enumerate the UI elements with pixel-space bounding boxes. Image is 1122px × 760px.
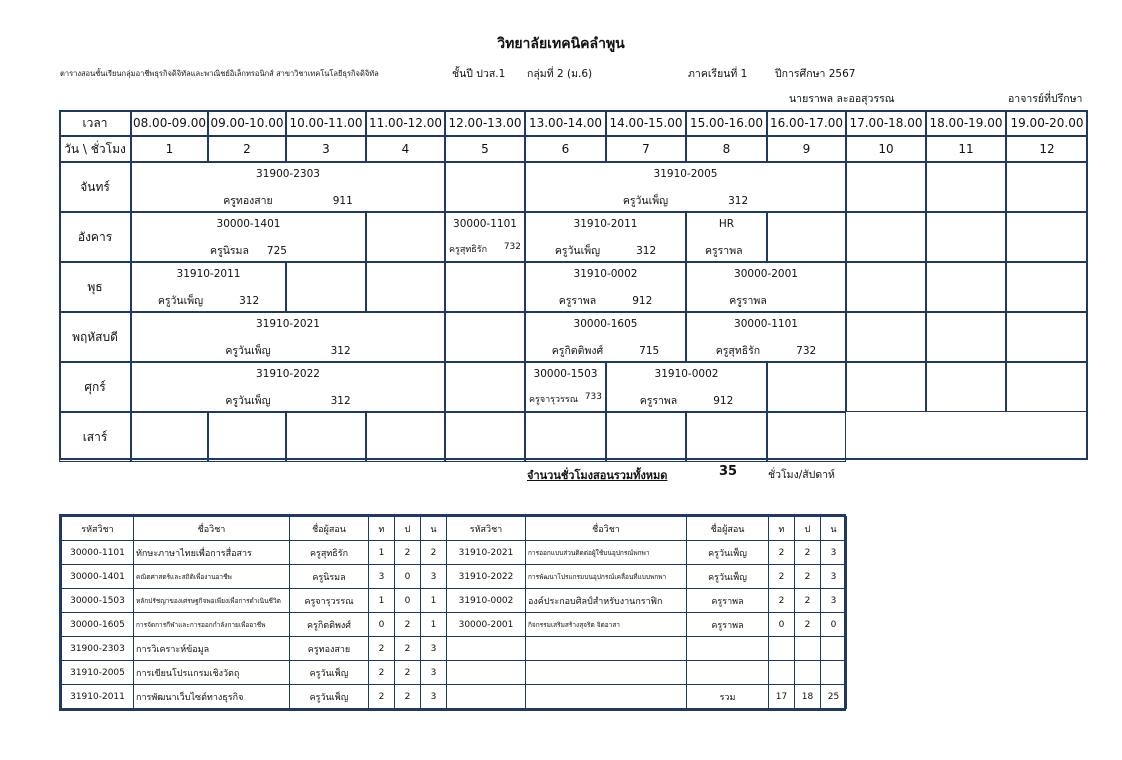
subjects-cell bbox=[526, 661, 687, 685]
subjects-header-cell: ท bbox=[769, 517, 795, 541]
subjects-cell: 3 bbox=[821, 541, 847, 565]
advisor-label: อาจารย์ที่ปรึกษา bbox=[1008, 93, 1083, 105]
total-hours-value: 35 bbox=[719, 464, 738, 479]
subjects-cell: ครูจารุวรรณ bbox=[290, 589, 369, 613]
subjects-cell: 1 bbox=[421, 589, 447, 613]
subjects-table bbox=[59, 514, 846, 711]
subjects-cell: ครูสุทธิรัก bbox=[290, 541, 369, 565]
class-code: 30000-2001 bbox=[734, 268, 798, 280]
class-teacher: ครูวันเพ็ญ bbox=[554, 245, 601, 257]
empty-slot bbox=[926, 362, 1006, 412]
period-number-header: 2 bbox=[208, 136, 286, 162]
class-teacher-room bbox=[526, 292, 685, 309]
class-cell bbox=[525, 312, 686, 362]
class-cell bbox=[686, 212, 767, 262]
subjects-cell: 3 bbox=[821, 565, 847, 589]
subjects-cell: การพัฒนาเว็บไซต์ทางธุรกิจ bbox=[134, 685, 290, 709]
empty-slot bbox=[767, 212, 846, 262]
subjects-cell: 3 bbox=[821, 589, 847, 613]
class-teacher: ครูวันเพ็ญ bbox=[157, 295, 204, 307]
subjects-header-cell: ชื่อวิชา bbox=[134, 517, 290, 541]
class-cell bbox=[131, 362, 445, 412]
period-number-header: 4 bbox=[366, 136, 445, 162]
empty-slot bbox=[926, 212, 1006, 262]
class-teacher: ครูวันเพ็ญ bbox=[225, 345, 271, 357]
class-room: 912 bbox=[632, 295, 653, 307]
subjects-cell: 1 bbox=[369, 589, 395, 613]
class-teacher: ครูวันเพ็ญ bbox=[622, 195, 669, 207]
subjects-cell: ครูวันเพ็ญ bbox=[687, 565, 769, 589]
subjects-cell: หลักปรัชญาของเศรษฐกิจพอเพียงเพื่อการดำเนินชีวิต bbox=[134, 589, 290, 613]
subjects-header-cell: รหัสวิชา bbox=[62, 517, 134, 541]
subjects-cell: 0 bbox=[369, 613, 395, 637]
subjects-cell: 30000-1101 bbox=[62, 541, 134, 565]
class-teacher: ครูราพล bbox=[558, 295, 597, 307]
class-cell bbox=[131, 212, 366, 262]
class-code: 31910-0002 bbox=[654, 368, 719, 380]
class-code: HR bbox=[718, 218, 735, 230]
class-teacher: ครูจารุวรรณ bbox=[529, 395, 579, 405]
time-slot-header: 09.00-10.00 bbox=[208, 110, 286, 136]
class-teacher-room bbox=[132, 292, 285, 309]
time-header-label: เวลา bbox=[59, 110, 131, 136]
period-number-header: 1 bbox=[131, 136, 208, 162]
class-room: 725 bbox=[266, 245, 287, 257]
time-slot-header: 14.00-15.00 bbox=[606, 110, 686, 136]
table-row bbox=[62, 589, 847, 613]
day-label: ศุกร์ bbox=[59, 362, 131, 412]
subjects-cell: ครูราพล bbox=[687, 613, 769, 637]
empty-slot bbox=[1006, 212, 1088, 262]
time-slot-header: 11.00-12.00 bbox=[366, 110, 445, 136]
class-teacher: ครูนิรมล bbox=[210, 245, 249, 257]
subjects-header-cell: รหัสวิชา bbox=[447, 517, 526, 541]
subjects-cell: 31910-2011 bbox=[62, 685, 134, 709]
period-number-header: 9 bbox=[767, 136, 846, 162]
class-room: 312 bbox=[330, 345, 351, 357]
class-teacher-room bbox=[607, 392, 766, 409]
class-cell bbox=[131, 162, 445, 212]
subjects-header-row bbox=[62, 517, 847, 541]
day-label: พฤหัสบดี bbox=[59, 312, 131, 362]
class-teacher-room bbox=[132, 192, 444, 209]
empty-slot bbox=[445, 262, 525, 312]
empty-slot bbox=[366, 212, 445, 262]
period-number-header: 10 bbox=[846, 136, 926, 162]
class-teacher-room bbox=[687, 292, 845, 309]
empty-slot bbox=[1006, 162, 1088, 212]
class-cell bbox=[606, 362, 767, 412]
empty-slot bbox=[1006, 262, 1088, 312]
class-code: 31910-2022 bbox=[256, 368, 320, 380]
subjects-cell: 31910-2021 bbox=[447, 541, 526, 565]
subjects-cell: 18 bbox=[795, 685, 821, 709]
empty-slot bbox=[366, 412, 445, 462]
subjects-cell: 30000-1401 bbox=[62, 565, 134, 589]
time-slot-header: 17.00-18.00 bbox=[846, 110, 926, 136]
total-hours-unit: ชั่วโมง/สัปดาห์ bbox=[768, 469, 835, 481]
subjects-cell: ครูทองสาย bbox=[290, 637, 369, 661]
subjects-cell: 30000-1503 bbox=[62, 589, 134, 613]
subjects-cell: การจัดการกีฬาและการออกกำลังกายเพื่ออาชีพ bbox=[134, 613, 290, 637]
class-code: 30000-1605 bbox=[573, 318, 638, 330]
class-teacher-room bbox=[526, 192, 845, 209]
subjects-cell: 2 bbox=[769, 589, 795, 613]
subjects-cell bbox=[769, 637, 795, 661]
empty-slot bbox=[445, 362, 525, 412]
subjects-cell: ครูนิรมล bbox=[290, 565, 369, 589]
subjects-cell: 2 bbox=[395, 637, 421, 661]
period-number-header: 12 bbox=[1006, 136, 1088, 162]
period-number-header: 6 bbox=[525, 136, 606, 162]
subjects-cell: 0 bbox=[395, 565, 421, 589]
subjects-cell bbox=[795, 637, 821, 661]
day-label: เสาร์ bbox=[59, 412, 131, 462]
subjects-cell: 31900-2303 bbox=[62, 637, 134, 661]
empty-slot bbox=[926, 312, 1006, 362]
class-code: 31910-2011 bbox=[573, 218, 638, 230]
subjects-header-cell: น bbox=[421, 517, 447, 541]
class-cell bbox=[131, 262, 286, 312]
class-cell bbox=[525, 262, 686, 312]
timetable bbox=[59, 110, 1088, 460]
subjects-cell: 2 bbox=[395, 613, 421, 637]
subjects-cell bbox=[447, 685, 526, 709]
time-slot-header: 15.00-16.00 bbox=[686, 110, 767, 136]
day-label: พุธ bbox=[59, 262, 131, 312]
time-slot-header: 16.00-17.00 bbox=[767, 110, 846, 136]
class-teacher-room bbox=[132, 242, 365, 259]
page-title: วิทยาลัยเทคนิคลำพูน bbox=[497, 36, 625, 52]
class-teacher: ครูสุทธิรัก bbox=[715, 345, 761, 357]
class-cell bbox=[686, 312, 846, 362]
class-teacher: ครูทองสาย bbox=[223, 195, 273, 207]
class-teacher: ครูราพล bbox=[729, 295, 767, 307]
empty-slot bbox=[208, 412, 286, 462]
subjects-cell: 31910-2005 bbox=[62, 661, 134, 685]
class-code: 30000-1401 bbox=[216, 218, 281, 230]
class-group: กลุ่มที่ 2 (ม.6) bbox=[527, 68, 593, 80]
empty-slot bbox=[445, 162, 525, 212]
class-code: 31900-2303 bbox=[256, 168, 320, 180]
subjects-cell: 2 bbox=[395, 661, 421, 685]
table-row bbox=[62, 565, 847, 589]
period-number-header: 11 bbox=[926, 136, 1006, 162]
class-teacher-room bbox=[132, 392, 444, 409]
empty-slot bbox=[926, 262, 1006, 312]
subjects-cell bbox=[795, 661, 821, 685]
academic-year: ปีการศึกษา 2567 bbox=[775, 68, 856, 80]
day-label: อังคาร bbox=[59, 212, 131, 262]
class-teacher: ครูกิตติพงศ์ bbox=[551, 345, 604, 357]
subjects-cell: 17 bbox=[769, 685, 795, 709]
class-room: 733 bbox=[584, 392, 602, 402]
class-room: 312 bbox=[728, 195, 749, 207]
subjects-cell bbox=[447, 661, 526, 685]
class-teacher-room bbox=[526, 242, 685, 259]
table-row bbox=[62, 661, 847, 685]
empty-slot bbox=[525, 412, 606, 462]
class-room: 312 bbox=[636, 245, 657, 257]
table-row bbox=[62, 613, 847, 637]
period-number-header: 8 bbox=[686, 136, 767, 162]
class-code: 30000-1101 bbox=[453, 218, 517, 230]
class-code: 31910-2011 bbox=[176, 268, 241, 280]
class-room: 312 bbox=[239, 295, 260, 307]
subjects-cell: การออกแบบส่วนติดต่อผู้ใช้บนอุปกรณ์พกพา bbox=[526, 541, 687, 565]
total-hours-label: จำนวนชั่วโมงสอนรวมทั้งหมด bbox=[527, 469, 668, 482]
subjects-cell: 2 bbox=[369, 661, 395, 685]
empty-slot bbox=[606, 412, 686, 462]
subjects-cell: 2 bbox=[795, 541, 821, 565]
subjects-cell: 1 bbox=[421, 613, 447, 637]
table-row bbox=[62, 541, 847, 565]
period-number-header: 7 bbox=[606, 136, 686, 162]
table-row bbox=[62, 685, 847, 709]
subjects-cell: 2 bbox=[769, 541, 795, 565]
advisor-name: นายราพล ละออสุวรรณ bbox=[789, 93, 895, 105]
class-room: 715 bbox=[639, 345, 660, 357]
subjects-cell: 2 bbox=[421, 541, 447, 565]
subjects-cell: 2 bbox=[369, 685, 395, 709]
subjects-cell: 2 bbox=[369, 637, 395, 661]
class-teacher: ครูสุทธิรัก bbox=[449, 245, 488, 255]
empty-slot bbox=[445, 312, 525, 362]
empty-slot bbox=[1006, 312, 1088, 362]
class-level: ชั้นปี ปวส.1 bbox=[452, 68, 506, 80]
class-code: 30000-1503 bbox=[533, 368, 598, 380]
subjects-cell: กิจกรรมเสริมสร้างสุจริต จิตอาสา bbox=[526, 613, 687, 637]
class-cell bbox=[686, 262, 846, 312]
class-cell bbox=[445, 212, 525, 262]
subjects-cell: 2 bbox=[395, 685, 421, 709]
subjects-cell: 25 bbox=[821, 685, 847, 709]
subjects-cell: 30000-2001 bbox=[447, 613, 526, 637]
class-teacher-room bbox=[529, 392, 602, 406]
subjects-cell: การเขียนโปรแกรมเชิงวัตถุ bbox=[134, 661, 290, 685]
period-number-header: 5 bbox=[445, 136, 525, 162]
subjects-cell: 0 bbox=[395, 589, 421, 613]
subjects-header-cell: ชื่อผู้สอน bbox=[290, 517, 369, 541]
subjects-header-cell: ชื่อวิชา bbox=[526, 517, 687, 541]
class-teacher-room bbox=[687, 342, 845, 359]
empty-slot bbox=[1006, 362, 1088, 412]
class-teacher-room bbox=[449, 242, 521, 256]
empty-slot bbox=[366, 262, 445, 312]
subjects-cell bbox=[526, 637, 687, 661]
semester: ภาคเรียนที่ 1 bbox=[688, 68, 748, 80]
class-code: 31910-2021 bbox=[256, 318, 320, 330]
class-code: 30000-1101 bbox=[734, 318, 798, 330]
class-room: 732 bbox=[796, 345, 817, 357]
class-room: 312 bbox=[330, 395, 351, 407]
subjects-cell: ครูกิตติพงศ์ bbox=[290, 613, 369, 637]
subjects-cell bbox=[687, 637, 769, 661]
subjects-cell: การพัฒนาโปรแกรมบนอุปกรณ์เคลื่อนที่แบบพกพา bbox=[526, 565, 687, 589]
time-slot-header: 12.00-13.00 bbox=[445, 110, 525, 136]
day-label: จันทร์ bbox=[59, 162, 131, 212]
table-row bbox=[62, 637, 847, 661]
class-code: 31910-0002 bbox=[573, 268, 638, 280]
subjects-cell: คณิตศาสตร์และสถิติเพื่องานอาชีพ bbox=[134, 565, 290, 589]
subjects-cell bbox=[526, 685, 687, 709]
subjects-cell: การวิเคราะห์ข้อมูล bbox=[134, 637, 290, 661]
subjects-cell: 3 bbox=[369, 565, 395, 589]
empty-slot bbox=[767, 412, 846, 462]
empty-slot bbox=[686, 412, 767, 462]
schedule-description: ตารางสอนชั้นเรียนกลุ่มอาชีพธุรกิจดิจิทัลและพาณิชย์อิเล็กทรอนิกส์ สาขาวิชาเทคโนโลยีธุรกิจดิจิทัล bbox=[60, 69, 379, 78]
class-cell bbox=[131, 312, 445, 362]
time-slot-header: 18.00-19.00 bbox=[926, 110, 1006, 136]
empty-slot bbox=[846, 162, 926, 212]
subjects-cell bbox=[687, 661, 769, 685]
subjects-cell bbox=[821, 661, 847, 685]
subjects-cell bbox=[821, 637, 847, 661]
class-teacher-room bbox=[526, 342, 685, 359]
subjects-header-cell: ชื่อผู้สอน bbox=[687, 517, 769, 541]
subjects-cell: 2 bbox=[395, 541, 421, 565]
subjects-cell: 31910-2022 bbox=[447, 565, 526, 589]
empty-slot bbox=[767, 362, 846, 412]
subjects-cell: 1 bbox=[369, 541, 395, 565]
subjects-cell: 2 bbox=[769, 565, 795, 589]
subjects-cell: ครูวันเพ็ญ bbox=[687, 541, 769, 565]
subjects-cell bbox=[769, 661, 795, 685]
subjects-cell: 3 bbox=[421, 661, 447, 685]
class-cell bbox=[525, 362, 606, 412]
empty-slot bbox=[926, 162, 1006, 212]
empty-slot bbox=[846, 312, 926, 362]
subjects-cell: องค์ประกอบศิลป์สำหรับงานกราฟิก bbox=[526, 589, 687, 613]
subjects-cell: 2 bbox=[795, 589, 821, 613]
subjects-header-cell: ป bbox=[795, 517, 821, 541]
subjects-cell: 30000-1605 bbox=[62, 613, 134, 637]
subjects-cell: ครูราพล bbox=[687, 589, 769, 613]
class-code: 31910-2005 bbox=[653, 168, 718, 180]
time-slot-header: 19.00-20.00 bbox=[1006, 110, 1088, 136]
period-header-label: วัน \ ชั่วโมง bbox=[59, 136, 131, 162]
class-cell bbox=[525, 162, 846, 212]
time-slot-header: 13.00-14.00 bbox=[525, 110, 606, 136]
subjects-cell bbox=[447, 637, 526, 661]
subjects-cell: ครูวันเพ็ญ bbox=[290, 661, 369, 685]
empty-slot bbox=[846, 262, 926, 312]
subjects-cell: ครูวันเพ็ญ bbox=[290, 685, 369, 709]
subjects-header-cell: น bbox=[821, 517, 847, 541]
subjects-cell: 3 bbox=[421, 637, 447, 661]
subjects-header-cell: ท bbox=[369, 517, 395, 541]
time-slot-header: 10.00-11.00 bbox=[286, 110, 366, 136]
subjects-cell: 31910-0002 bbox=[447, 589, 526, 613]
subjects-cell: 2 bbox=[795, 565, 821, 589]
class-cell bbox=[525, 212, 686, 262]
subjects-cell: รวม bbox=[687, 685, 769, 709]
class-room: 911 bbox=[332, 195, 353, 207]
empty-slot bbox=[846, 362, 926, 412]
subjects-cell: 3 bbox=[421, 685, 447, 709]
subjects-cell: 3 bbox=[421, 565, 447, 589]
empty-slot bbox=[445, 412, 525, 462]
class-teacher-room bbox=[705, 242, 763, 259]
class-room: 732 bbox=[503, 242, 521, 252]
empty-slot bbox=[846, 212, 926, 262]
empty-slot bbox=[131, 412, 208, 462]
subjects-cell: 0 bbox=[769, 613, 795, 637]
class-teacher: ครูวันเพ็ญ bbox=[225, 395, 271, 407]
subjects-cell: 0 bbox=[821, 613, 847, 637]
time-slot-header: 08.00-09.00 bbox=[131, 110, 208, 136]
class-teacher-room bbox=[132, 342, 444, 359]
subjects-header-cell: ป bbox=[395, 517, 421, 541]
empty-slot bbox=[286, 262, 366, 312]
subjects-cell: 2 bbox=[795, 613, 821, 637]
period-number-header: 3 bbox=[286, 136, 366, 162]
subjects-cell: ทักษะภาษาไทยเพื่อการสื่อสาร bbox=[134, 541, 290, 565]
empty-slot bbox=[286, 412, 366, 462]
class-teacher: ครูราพล bbox=[639, 395, 678, 407]
class-room: 912 bbox=[713, 395, 734, 407]
class-teacher: ครูราพล bbox=[705, 245, 743, 257]
